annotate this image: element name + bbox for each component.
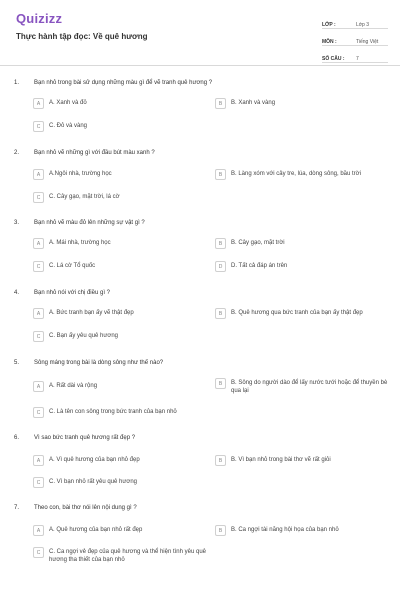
option-text: A. Quê hương của bạn nhỏ rất đẹp bbox=[49, 527, 143, 533]
meta-row-question-count bbox=[322, 48, 388, 63]
option-letter-box: B bbox=[215, 455, 226, 466]
option-letter-box: A bbox=[33, 238, 44, 249]
option-text: A.Ngôi nhà, trường học bbox=[49, 171, 112, 177]
question-number: 1. bbox=[14, 80, 20, 86]
option-letter-box: A bbox=[33, 525, 44, 536]
option-letter-box: A bbox=[33, 381, 44, 392]
question-number: 6. bbox=[14, 435, 20, 441]
option-letter-box: B bbox=[215, 98, 226, 109]
option-letter-box: B bbox=[215, 525, 226, 536]
option-b[interactable] bbox=[215, 98, 391, 109]
option-text: C. Lá cờ Tổ quốc bbox=[49, 263, 96, 269]
option-text: C. Bạn ấy yêu quê hương bbox=[49, 333, 118, 339]
meta-label: SỐ CÂU : bbox=[322, 56, 345, 62]
question-number: 3. bbox=[14, 220, 20, 226]
option-letter-box: A bbox=[33, 455, 44, 466]
meta-row-subject bbox=[322, 31, 388, 46]
question-text: Vì sao bức tranh quê hương rất đẹp ? bbox=[34, 435, 136, 441]
option-text: B. Sông do người dào để lấy nước tưới hoặc để thuyền bè qua lại bbox=[231, 380, 388, 394]
option-text: B. Vì bạn nhỏ trong bài thơ vẽ rất giỏi bbox=[231, 457, 331, 463]
option-letter-box: A bbox=[33, 308, 44, 319]
meta-value: Lớp 3 bbox=[356, 22, 370, 28]
question-text: Bạn nhỏ vẽ những gì với đầu bút màu xanh ? bbox=[34, 150, 155, 156]
option-letter-box: B bbox=[215, 169, 226, 180]
question-text: Sông máng trong bài là dòng sông như thế nào? bbox=[34, 360, 164, 366]
option-text: A. Rất dài và rộng bbox=[49, 383, 98, 389]
option-text: C. Vì bạn nhỏ rất yêu quê hương bbox=[49, 479, 138, 485]
question-text: Bạn nhỏ trong bài sử dụng những màu gì để vẽ tranh quê hương ? bbox=[34, 80, 213, 86]
worksheet-meta bbox=[322, 14, 388, 65]
option-b[interactable] bbox=[215, 238, 391, 249]
question-text: Theo con, bài thơ nói lên nội dung gì ? bbox=[34, 505, 137, 511]
option-d[interactable] bbox=[215, 261, 391, 272]
option-text: B. Xanh và vàng bbox=[231, 100, 276, 106]
option-text: B. Quê hương qua bức tranh của bạn ấy thật đẹp bbox=[231, 310, 363, 316]
option-b[interactable] bbox=[215, 378, 391, 395]
question-number: 5. bbox=[14, 360, 20, 366]
option-letter-box: C bbox=[33, 477, 44, 488]
option-a[interactable] bbox=[33, 308, 189, 319]
option-text: C. Ca ngợi vẻ đẹp của quê hương và thể hiện tình yêu quê hương tha thiết của bạn nhỏ bbox=[49, 549, 206, 563]
option-letter-box: C bbox=[33, 547, 44, 558]
option-text: B. Cây gạo, mặt trời bbox=[231, 240, 285, 246]
option-a[interactable] bbox=[33, 98, 189, 109]
option-letter-box: C bbox=[33, 192, 44, 203]
option-c[interactable] bbox=[33, 331, 189, 342]
option-c[interactable] bbox=[33, 121, 189, 132]
option-text: C. Đỏ và vàng bbox=[49, 123, 88, 129]
option-b[interactable] bbox=[215, 525, 391, 536]
meta-value: 7 bbox=[356, 56, 359, 62]
option-b[interactable] bbox=[215, 308, 391, 319]
option-a[interactable] bbox=[33, 525, 189, 536]
option-c[interactable] bbox=[33, 261, 189, 272]
option-c[interactable] bbox=[33, 477, 189, 488]
option-text: A. Mái nhà, trường học bbox=[49, 240, 111, 246]
option-letter-box: B bbox=[215, 238, 226, 249]
meta-value: Tiếng Việt bbox=[356, 39, 379, 45]
option-text: C. Cây gạo, mặt trời, lá cờ bbox=[49, 194, 120, 200]
option-letter-box: B bbox=[215, 378, 226, 389]
option-a[interactable] bbox=[33, 238, 189, 249]
option-letter-box: C bbox=[33, 407, 44, 418]
option-c[interactable] bbox=[33, 192, 189, 203]
header-divider bbox=[0, 65, 400, 66]
question-text: Bạn nhỏ vẽ màu đỏ lên những sự vật gì ? bbox=[34, 220, 145, 226]
question-number: 4. bbox=[14, 290, 20, 296]
option-letter-box: B bbox=[215, 308, 226, 319]
option-a[interactable] bbox=[33, 455, 189, 466]
option-c[interactable] bbox=[33, 407, 249, 418]
meta-label: LỚP : bbox=[322, 22, 336, 28]
option-letter-box: C bbox=[33, 121, 44, 132]
question-number: 2. bbox=[14, 150, 20, 156]
option-text: A. Bức tranh bạn ấy vẽ thật đẹp bbox=[49, 310, 134, 316]
option-text: B. Ca ngợi tài năng hội họa của bạn nhỏ bbox=[231, 527, 339, 533]
option-text: A. Vì quê hương của bạn nhỏ đẹp bbox=[49, 457, 140, 463]
option-letter-box: C bbox=[33, 331, 44, 342]
option-a[interactable] bbox=[33, 169, 189, 180]
quizizz-logo: Quizizz bbox=[16, 11, 63, 26]
option-text: B. Làng xóm với cây tre, lúa, dòng sông, bầu trời bbox=[231, 171, 361, 177]
meta-label: MÔN : bbox=[322, 39, 337, 45]
question-text: Bạn nhỏ nói với chị điều gì ? bbox=[34, 290, 110, 296]
option-b[interactable] bbox=[215, 455, 391, 466]
meta-row-grade bbox=[322, 14, 388, 29]
option-text: C. Là tên con sông trong bức tranh của bạn nhỏ bbox=[49, 409, 177, 415]
question-number: 7. bbox=[14, 505, 20, 511]
option-letter-box: D bbox=[215, 261, 226, 272]
option-b[interactable] bbox=[215, 169, 391, 180]
option-text: A. Xanh và đỏ bbox=[49, 100, 87, 106]
option-letter-box: A bbox=[33, 169, 44, 180]
option-a[interactable] bbox=[33, 381, 189, 392]
option-letter-box: C bbox=[33, 261, 44, 272]
option-letter-box: A bbox=[33, 98, 44, 109]
worksheet-title: Thực hành tập đọc: Về quê hương bbox=[16, 32, 148, 41]
option-c[interactable] bbox=[33, 547, 214, 564]
option-text: D. Tất cả đáp án trên bbox=[231, 263, 288, 269]
